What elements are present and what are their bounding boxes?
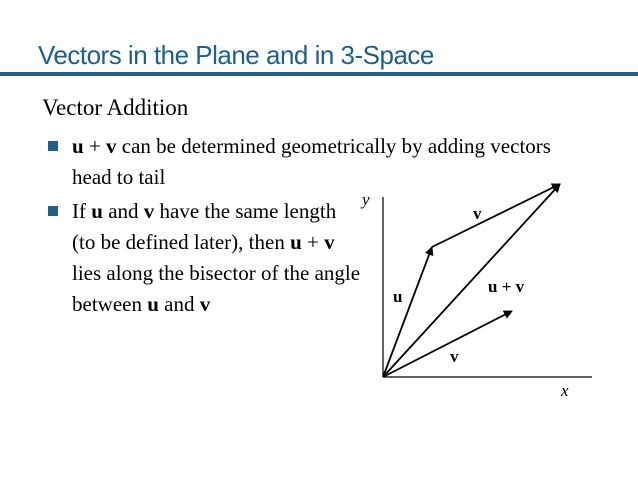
bullet-text: If xyxy=(72,199,92,223)
vector-sum-arrow xyxy=(383,184,560,377)
bullet-text: lies along the bisector of the angle between xyxy=(72,261,361,316)
sum-label: u + v xyxy=(488,277,525,296)
plus-text: + xyxy=(83,134,107,158)
vector-v-text: v xyxy=(324,230,335,254)
v-label-bottom: v xyxy=(450,347,459,366)
vector-v-arrow-bottom xyxy=(383,311,512,377)
vector-u-text: u xyxy=(91,199,103,223)
y-axis-label: y xyxy=(362,190,370,209)
bullet-text: have the same length (to be defined later), then xyxy=(72,199,337,254)
vector-v-text: v xyxy=(106,134,117,158)
u-label: u xyxy=(393,287,403,306)
section-heading: Vector Addition xyxy=(42,95,189,120)
vector-u-text: u xyxy=(290,230,302,254)
vector-u-text: u xyxy=(147,292,159,316)
vector-u-text: u xyxy=(72,134,84,158)
bullet-text: and xyxy=(158,292,200,316)
vector-v-text: v xyxy=(199,292,211,316)
slide-title: Vectors in the Plane and in 3-Space xyxy=(38,40,434,70)
vector-u-arrow xyxy=(383,247,432,377)
bullet-text: and xyxy=(102,199,144,223)
vector-v-arrow-top xyxy=(432,184,560,247)
vector-v-text: v xyxy=(143,199,155,223)
plus-text: + xyxy=(301,230,325,254)
bullet-text: can be determined geometrically by adding vectors head to tail xyxy=(72,134,551,189)
x-axis-label: x xyxy=(561,381,569,400)
v-label-top: v xyxy=(473,204,482,223)
